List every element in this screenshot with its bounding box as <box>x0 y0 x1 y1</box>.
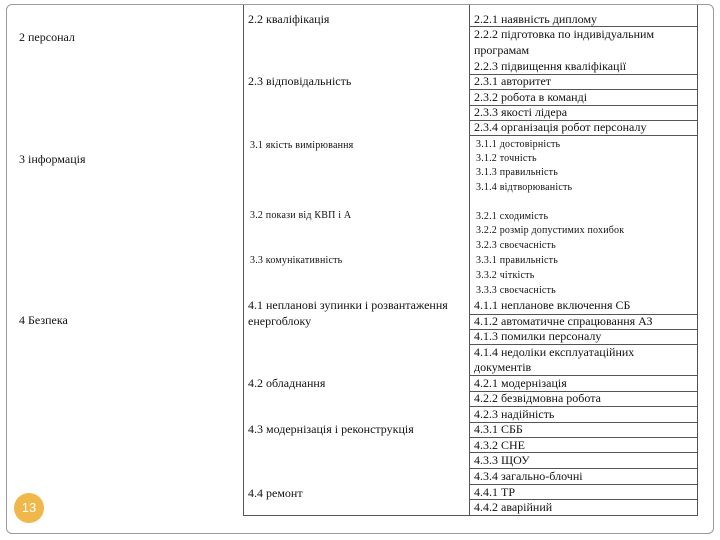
subfactor-label: 4.3.2 СНЕ <box>474 438 525 452</box>
factor-label: 3.2 покази від КВП і А <box>250 210 352 221</box>
subfactor-label: 2.3.4 організація робот персоналу <box>474 120 647 134</box>
subfactor-label: 4.2.1 модернізація <box>474 376 567 390</box>
factor-label: 2.2 кваліфікація <box>248 12 330 26</box>
factor-label: 4.3 модернізація і реконструкція <box>248 422 414 436</box>
subfactor-label: 4.4.1 ТР <box>474 485 516 499</box>
factor-label: 2.3 відповідальність <box>248 74 352 88</box>
subfactor-label: 2.3.2 робота в команді <box>474 90 588 104</box>
subfactor-label: 3.3.3 своєчасність <box>476 285 556 296</box>
subfactor-label: 2.3.3 якості лідера <box>474 105 568 119</box>
subfactor-label: 4.4.2 аварійний <box>474 500 553 514</box>
subfactor-label: 4.3.4 загально-блочні <box>474 469 583 483</box>
subfactor-label: 3.1.2 точність <box>476 153 537 164</box>
subfactor-label: 4.1.4 недоліки експлуатаційних <box>474 345 635 359</box>
subfactor-label: 2.2.2 підготовка по індивідуальним <box>474 27 655 41</box>
subfactor-label: 2.3.1 авторитет <box>474 74 552 88</box>
subfactor-label: 3.2.2 розмір допустимих похибок <box>476 225 625 236</box>
subfactor-label: 4.1.2 автоматичне спрацювання АЗ <box>474 314 653 328</box>
category-label: 2 персонал <box>19 30 75 44</box>
subfactor-label: документів <box>474 360 532 374</box>
subfactor-label: 3.1.3 правильність <box>476 167 559 178</box>
category-label: 4 Безпека <box>19 313 68 327</box>
table-bottom-border <box>243 515 698 516</box>
subfactor-label: 4.1.1 непланове включення СБ <box>474 298 631 312</box>
subfactor-label: 2.2.1 наявність диплому <box>474 12 598 26</box>
column-divider <box>469 5 470 516</box>
factor-label: 4.2 обладнання <box>248 376 326 390</box>
column-divider <box>697 5 698 516</box>
factor-label: 4.1 непланові зупинки і розвантаження <box>248 298 448 312</box>
subfactor-label: 3.2.3 своєчасність <box>476 240 556 251</box>
subfactor-label: 4.2.2 безвідмовна робота <box>474 391 601 405</box>
factor-label: 4.4 ремонт <box>248 486 303 500</box>
subfactor-label: програмам <box>474 43 530 57</box>
column-divider <box>243 5 244 516</box>
subfactor-label: 3.2.1 сходимість <box>476 211 549 222</box>
subfactor-label: 3.1.4 відтворюваність <box>476 182 573 193</box>
subfactor-label: 4.3.3 ЩОУ <box>474 453 530 467</box>
factor-label: 3.1 якість вимірювання <box>250 140 354 151</box>
subfactor-label: 3.1.1 достовірність <box>476 139 561 150</box>
category-label: 3 інформація <box>19 152 86 166</box>
subfactor-label: 4.2.3 надійність <box>474 407 555 421</box>
subfactor-label: 4.1.3 помилки персоналу <box>474 329 602 343</box>
subfactor-label: 4.3.1 СББ <box>474 422 523 436</box>
factor-label: 3.3 комунікативність <box>250 255 343 266</box>
slide-frame <box>6 4 714 534</box>
row-divider <box>469 135 698 136</box>
subfactor-label: 3.3.2 чіткість <box>476 270 535 281</box>
subfactor-label: 2.2.3 підвищення кваліфікації <box>474 59 627 73</box>
subfactor-label: 3.3.1 правильність <box>476 255 559 266</box>
page-number-badge: 13 <box>14 493 44 523</box>
factor-label: енергоблоку <box>248 314 312 328</box>
